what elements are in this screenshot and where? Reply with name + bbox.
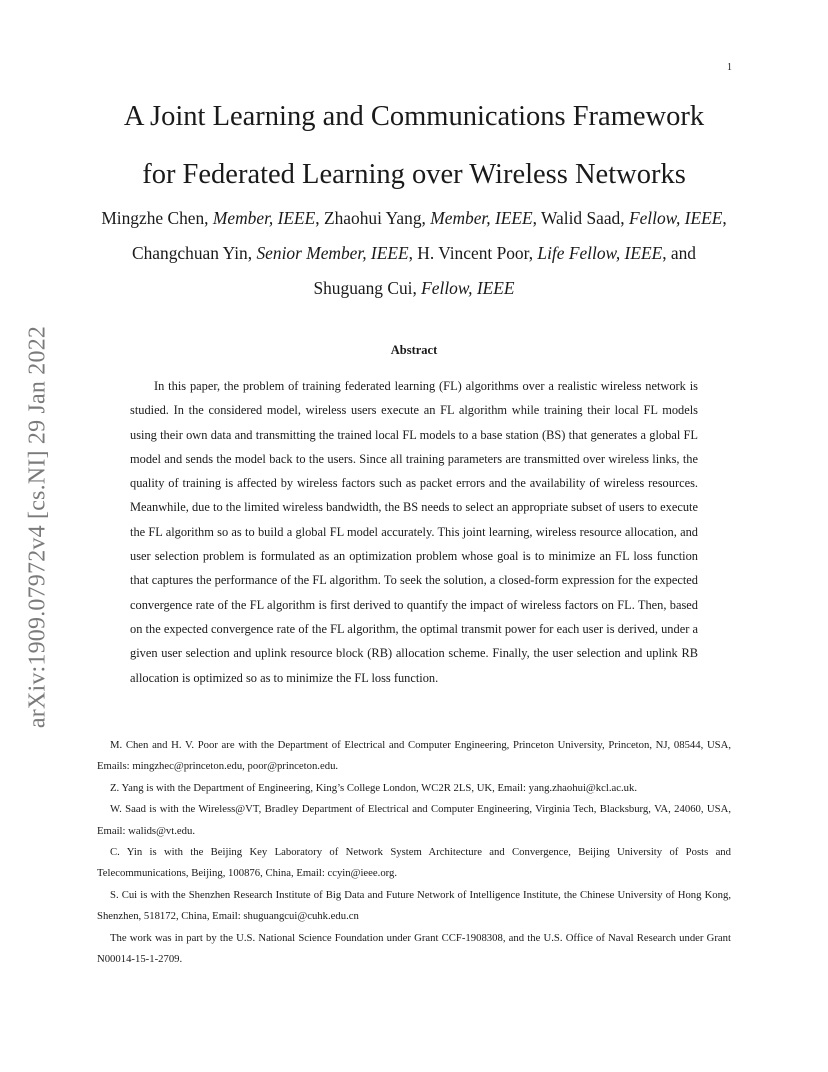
page-number: 1 <box>727 62 732 73</box>
footnote-funding: The work was in part by the U.S. National Science Foundation under Grant CCF-1908308, and the U.S. Office of Naval Research under Grant N00014-15-1-2709. <box>97 931 731 966</box>
author-6-name: , and Shuguang Cui, <box>313 243 696 298</box>
author-2-role: Member, IEEE <box>430 208 533 228</box>
author-1-role: Member, IEEE <box>212 208 316 228</box>
author-6-role: Fellow, IEEE <box>421 278 515 298</box>
author-3-role: Fellow, IEEE <box>628 208 723 228</box>
footnote-chen-poor: M. Chen and H. V. Poor are with the Department of Electrical and Computer Engineering, Princeton University, Princeton, NJ, 08544, USA, Emails: mingzhec@princeton.edu, poor@princeton.edu. <box>97 739 731 773</box>
author-4-role: Senior Member, IEEE <box>256 243 409 263</box>
paper-title <box>80 88 748 204</box>
arxiv-side-stamp: arXiv:1909.07972v4 [cs.NI] 29 Jan 2022 <box>24 325 51 729</box>
author-3-name: , Walid Saad, <box>532 208 629 228</box>
author-5-name: , H. Vincent Poor, <box>408 243 538 263</box>
author-4-name: , Changchuan Yin, <box>132 208 727 263</box>
author-list <box>96 201 732 306</box>
author-5-role: Life Fellow, IEEE <box>537 243 663 263</box>
author-2-name: , Zhaohui Yang, <box>315 208 431 228</box>
footnote-cui: S. Cui is with the Shenzhen Research Institute of Big Data and Future Network of Intelligence Institute, the Chinese University of Hong Kong, Shenzhen, 518172, China, Email: shuguangcui@cuhk.edu.cn <box>97 888 731 923</box>
author-1-name: Mingzhe Chen, <box>101 208 213 228</box>
abstract-text: In this paper, the problem of training federated learning (FL) algorithms over a realistic wireless network is studied. In the considered model, wireless users execute an FL algorithm while training their local FL models using their own data and transmitting the trained local FL models to a base station (BS) that generates a global FL model and sends the model back to the users. Since all training parameters are transmitted over wireless links, the quality of training is affected by wireless factors such as packet errors and the availability of wireless resources. Meanwhile, due to the limited wireless bandwidth, the BS needs to select an appropriate subset of users to execute the FL algorithm so as to build a global FL model accurately. This joint learning, wireless resource allocation, and user selection problem is formulated as an optimization problem whose goal is to minimize an FL loss function that captures the performance of the FL algorithm. To seek the solution, a closed-form expression for the expected convergence rate of the FL algorithm is first derived to quantify the impact of wireless factors on FL. Then, based on the expected convergence rate of the FL algorithm, the optimal transmit power for each user is derived, under a given user selection and uplink resource block (RB) allocation scheme. Finally, the user selection and uplink RB allocation is optimized so as to minimize the FL loss function. <box>130 379 698 685</box>
footnote-yang: Z. Yang is with the Department of Engineering, King’s College London, WC2R 2LS, UK, Email: yang.zhaohui@kcl.ac.uk. <box>110 781 638 794</box>
footnote-yin: C. Yin is with the Beijing Key Laboratory of Network System Architecture and Convergence, Beijing University of Posts and Telecommunications, Beijing, 100876, China, Email: ccyin@ieee.org. <box>97 846 731 880</box>
abstract-heading: Abstract <box>390 343 438 357</box>
footnote-saad: W. Saad is with the Wireless@VT, Bradley Department of Electrical and Computer Engineering, Virginia Tech, Blacksburg, VA, 24060, USA, Email: walids@vt.edu. <box>97 803 731 837</box>
footnotes <box>97 735 731 970</box>
title-line-2: for Federated Learning over Wireless Networks <box>142 159 686 190</box>
title-line-1: A Joint Learning and Communications Framework <box>123 101 705 132</box>
